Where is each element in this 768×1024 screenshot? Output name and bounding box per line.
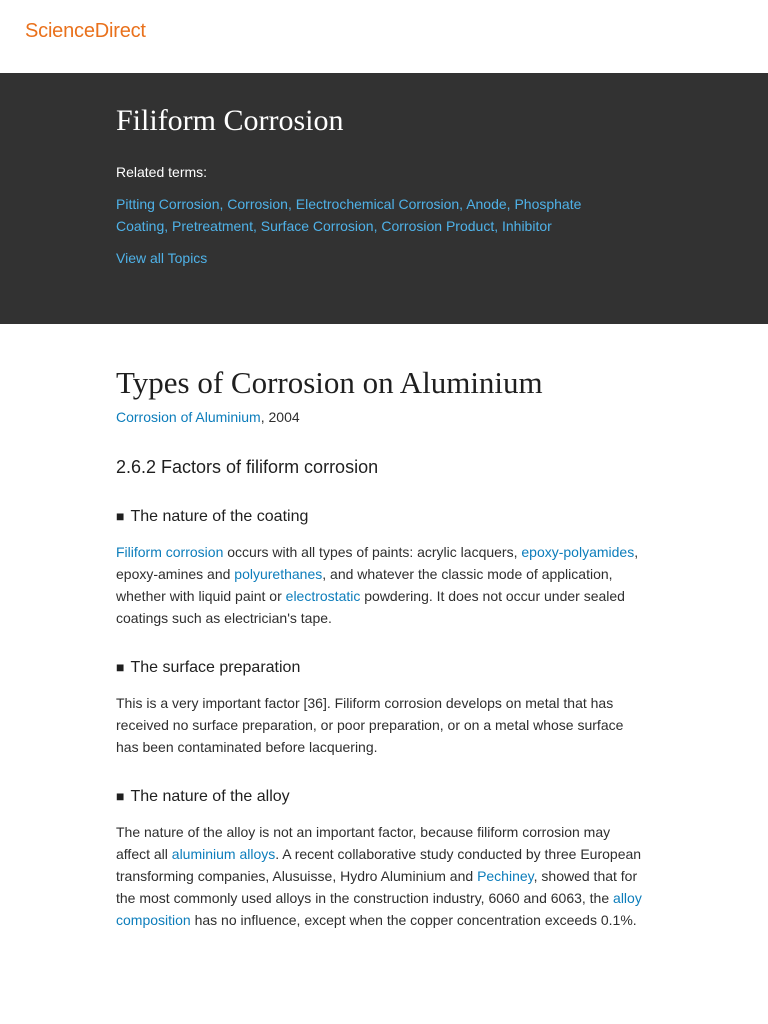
paragraph-text: powdering. It does not occur under sealed coatings such as electrician's tape. (116, 588, 625, 626)
square-bullet-icon: ■ (116, 788, 125, 804)
paragraph (116, 692, 646, 758)
related-term-link[interactable]: Corrosion (227, 196, 288, 212)
topic-title: Filiform Corrosion (116, 104, 344, 137)
section-heading: 2.6.2 Factors of filiform corrosion (116, 457, 379, 477)
inline-link[interactable]: polyurethanes (234, 566, 323, 582)
sciencedirect-logo[interactable]: ScienceDirect (25, 20, 146, 42)
top-bar (0, 0, 768, 73)
related-term-link[interactable]: Electrochemical Corrosion (295, 196, 460, 212)
inline-link[interactable]: Pechiney (477, 868, 534, 884)
related-term-link[interactable]: Pretreatment (172, 218, 253, 234)
paragraph-text: occurs with all types of paints: acrylic lacquers, (223, 544, 522, 560)
article-source (116, 408, 646, 426)
paragraph (116, 821, 646, 931)
related-term-link[interactable]: Inhibitor (501, 218, 552, 234)
subsection-heading-text: The nature of the alloy (130, 788, 290, 805)
paragraph-text: , epoxy-amines and (116, 544, 639, 582)
related-terms-list: Pitting Corrosion, Corrosion, Electrochemical Corrosion, Anode, Phosphate Coating, Pretreatment, Surface Corrosion, Corrosion Product, Inhibitor (116, 196, 582, 234)
subsection-heading-text: The nature of the coating (130, 508, 309, 525)
inline-link[interactable]: Filiform corrosion (116, 544, 224, 560)
inline-link[interactable]: epoxy-polyamides (521, 544, 635, 560)
paragraph-text: , and whatever the classic mode of application, whether with liquid paint or (116, 566, 613, 604)
related-terms-label: Related terms: (116, 164, 208, 180)
related-term-link[interactable]: Pitting Corrosion (116, 196, 220, 212)
square-bullet-icon: ■ (116, 659, 125, 675)
related-term-link[interactable]: Surface Corrosion (260, 218, 374, 234)
source-year: , 2004 (260, 409, 300, 425)
inline-link[interactable]: electrostatic (285, 588, 361, 604)
paragraph (116, 541, 646, 629)
view-all-topics (116, 249, 768, 267)
article-title: Types of Corrosion on Aluminium (116, 365, 543, 400)
subsection-heading (116, 506, 646, 527)
paragraph-text: This is a very important factor [36]. Filiform corrosion develops on metal that has received no surface preparation, or poor preparation, or on a metal whose surface has been contaminated before lacquering. (116, 695, 624, 755)
related-term-link[interactable]: Phosphate Coating (116, 196, 582, 234)
paragraph-text: has no influence, except when the copper concentration exceeds 0.1%. (190, 912, 637, 928)
square-bullet-icon: ■ (116, 508, 125, 524)
paragraph-text: . A recent collaborative study conducted by three European transforming companies, Alusuisse, Hydro Aluminium and (116, 846, 642, 884)
paragraph-text: The nature of the alloy is not an important factor, because filiform corrosion may affect all (116, 824, 611, 862)
topic-header (0, 73, 768, 324)
view-all-topics-link[interactable]: View all Topics (116, 250, 208, 266)
inline-link[interactable]: aluminium alloys (171, 846, 276, 862)
article-content (0, 364, 646, 931)
related-term-link[interactable]: Anode (466, 196, 507, 212)
paragraph-text: , showed that for the most commonly used alloys in the construction industry, 6060 and 6063, the (116, 868, 638, 906)
subsection-heading (116, 786, 646, 807)
inline-link[interactable]: alloy composition (116, 890, 642, 928)
source-book-link[interactable]: Corrosion of Aluminium (116, 409, 261, 425)
subsection-heading (116, 657, 646, 678)
related-term-link[interactable]: Corrosion Product (381, 218, 495, 234)
subsection-heading-text: The surface preparation (130, 659, 301, 676)
